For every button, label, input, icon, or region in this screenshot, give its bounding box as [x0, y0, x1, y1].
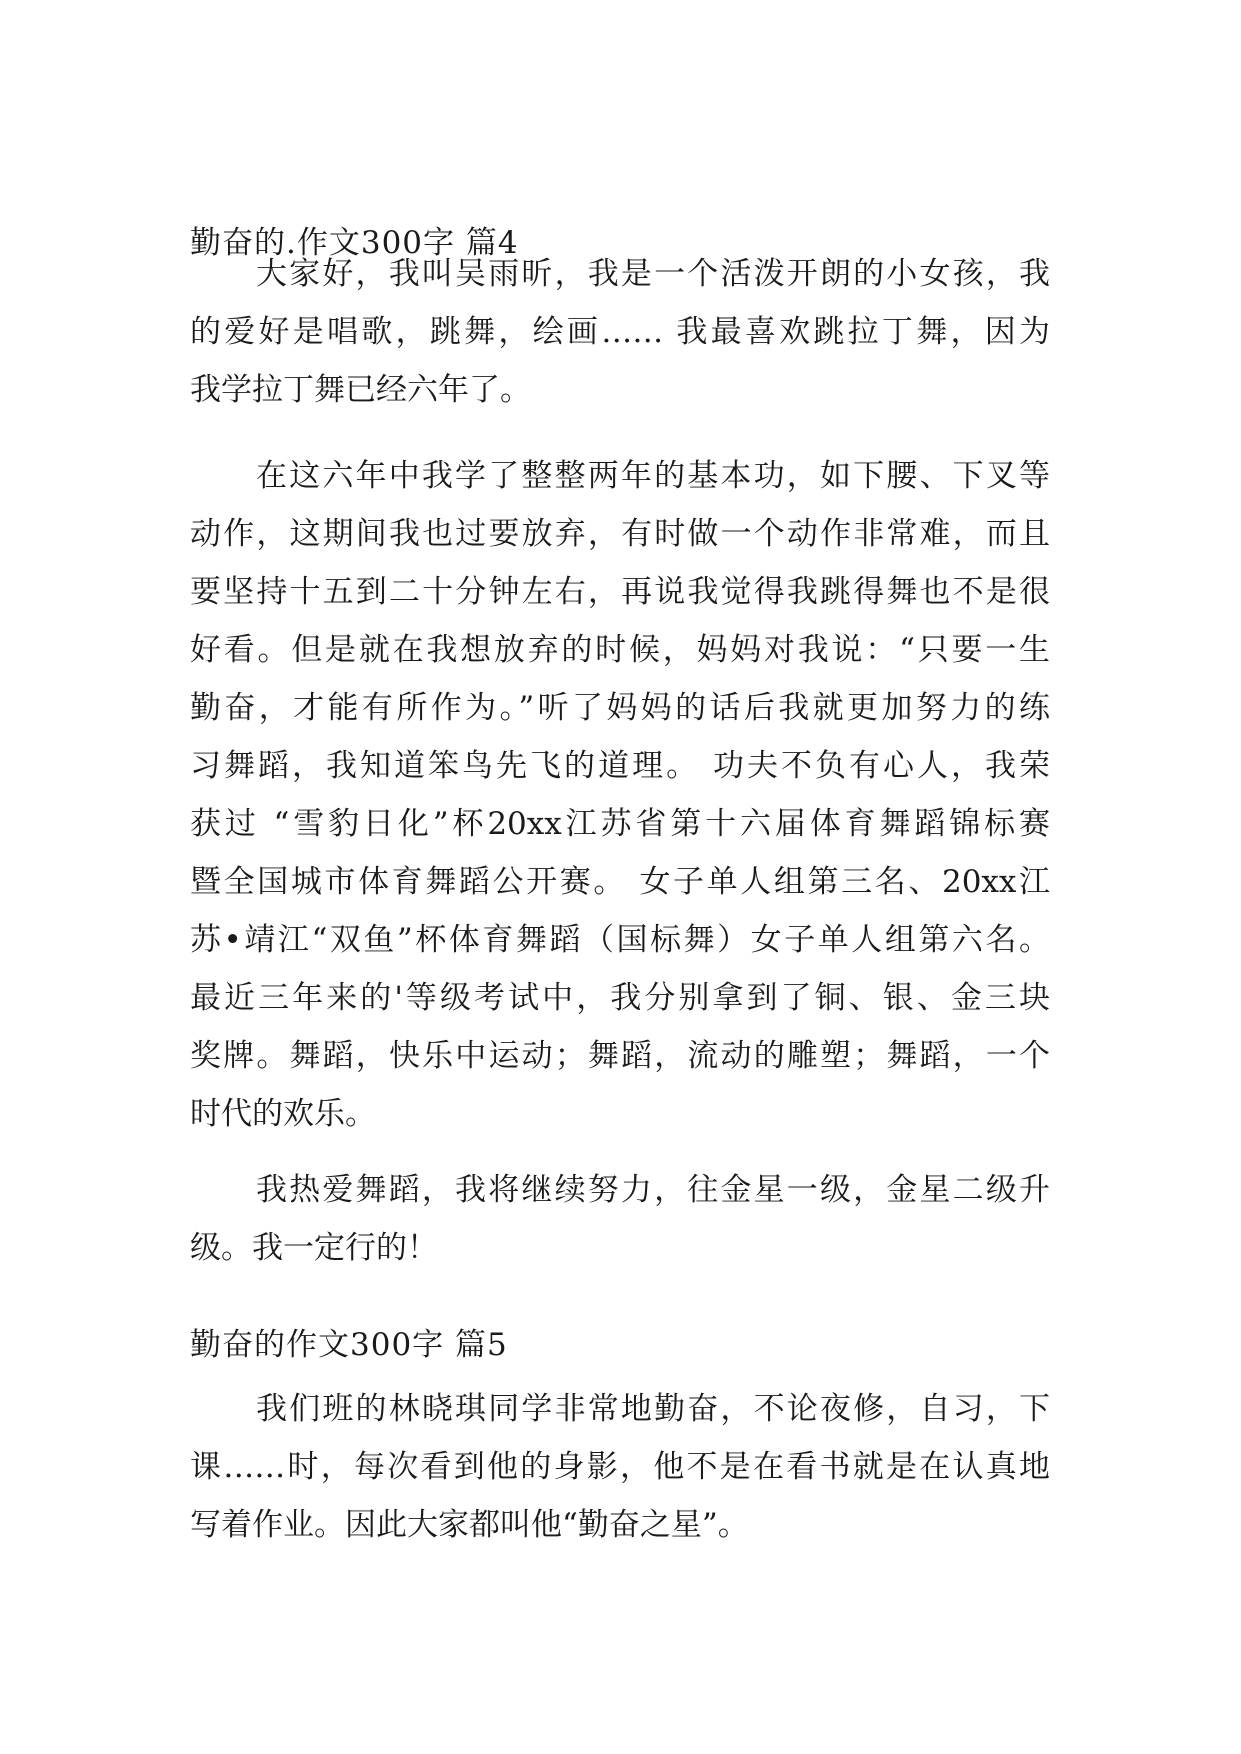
- text-line: 奖牌。舞蹈，快乐中运动；舞蹈，流动的雕塑；舞蹈，一个: [190, 1038, 1050, 1074]
- text-line: 获过 “雪豹日化”杯20xx江苏省第十六届体育舞蹈锦标赛: [190, 806, 1050, 842]
- text-line: 在这六年中我学了整整两年的基本功，如下腰、下叉等: [256, 458, 1050, 494]
- text-line: 好看。但是就在我想放弃的时候，妈妈对我说：“只要一生: [190, 632, 1050, 668]
- text-line: 我们班的林晓琪同学非常地勤奋，不论夜修，自习，下: [256, 1391, 1050, 1427]
- text-line: 暨全国城市体育舞蹈公开赛。 女子单人组第三名、20xx江: [190, 864, 1050, 900]
- text-line: 苏•靖江“双鱼”杯体育舞蹈（国标舞）女子单人组第六名。: [190, 922, 1050, 958]
- text-line: 写着作业。因此大家都叫他“勤奋之星”。: [190, 1507, 749, 1543]
- text-line: 最近三年来的'等级考试中，我分别拿到了铜、银、金三块: [190, 980, 1050, 1016]
- text-line: 级。我一定行的！: [190, 1230, 438, 1266]
- text-line: 勤奋，才能有所作为。”听了妈妈的话后我就更加努力的练: [190, 690, 1050, 726]
- section-heading: 勤奋的作文300字 篇5: [190, 1327, 508, 1363]
- text-line: 我热爱舞蹈，我将继续努力，往金星一级，金星二级升: [256, 1172, 1050, 1208]
- paragraph: [190, 447, 1050, 1143]
- text-line: 要坚持十五到二十分钟左右，再说我觉得我跳得舞也不是很: [190, 574, 1050, 610]
- document-page: [190, 0, 1050, 1754]
- paragraph: [190, 1380, 1050, 1554]
- text-line: 习舞蹈，我知道笨鸟先飞的道理。 功夫不负有心人，我荣: [190, 748, 1050, 784]
- paragraph: [190, 245, 1050, 419]
- paragraph: [190, 1161, 1050, 1277]
- text-line: 我学拉丁舞已经六年了。: [190, 372, 531, 408]
- section-heading: 勤奋的.作文300字 篇4: [190, 225, 519, 261]
- text-line: 大家好，我叫吴雨昕，我是一个活泼开朗的小女孩，我: [256, 256, 1050, 292]
- text-line: 的爱好是唱歌，跳舞，绘画…… 我最喜欢跳拉丁舞，因为: [190, 314, 1050, 350]
- text-line: 课……时，每次看到他的身影，他不是在看书就是在认真地: [190, 1449, 1050, 1485]
- text-line: 动作，这期间我也过要放弃，有时做一个动作非常难，而且: [190, 516, 1050, 552]
- text-line: 时代的欢乐。: [190, 1096, 376, 1132]
